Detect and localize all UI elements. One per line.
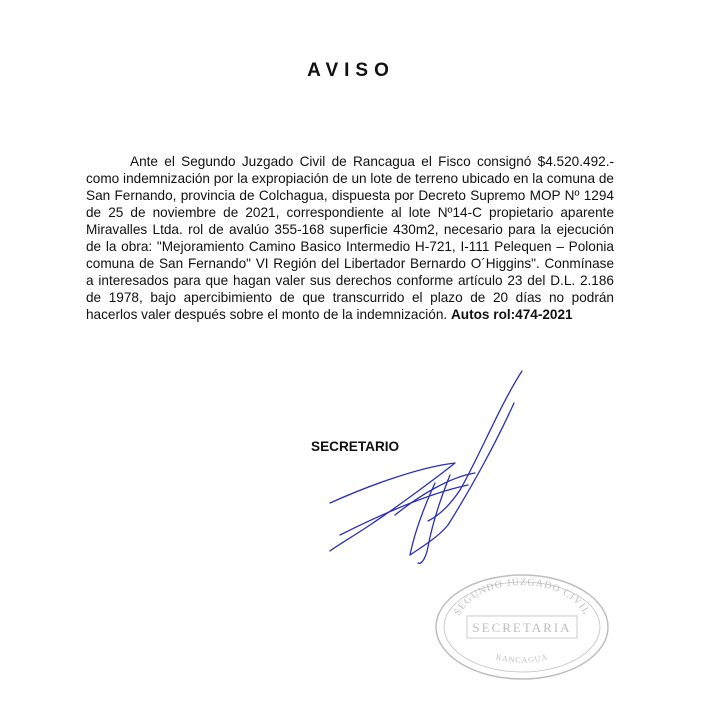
- signer-title: SECRETARIO: [311, 439, 400, 454]
- notice-main-text: Ante el Segundo Juzgado Civil de Rancagua el Fisco consignó $4.520.492.- como indemnización por la expropiación de un lote de terreno ubicado en la comuna de San Fernando, provincia de Colchagua, dispuesta por Decreto Supremo MOP Nº 1294 de 25 de noviembre de 2021, correspondiente al lote Nº14-C propietario aparente Miravalles Ltda. rol de avalúo 355-168 superficie 430m2, necesario para la ejecución de la obra: "Mejoramiento Camino Basico Intermedio H-721, I-111 Pelequen – Polonia comuna de San Fernando" VI Región del Libertador Bernardo O´Higgins". Conmínase a interesados para que hagan valer sus derechos conforme artículo 23 del D.L. 2.186 de 1978, bajo apercibimiento de que transcurrido el plazo de 20 días no podrán hacerlos valer después sobre el monto de la indemnización.: [86, 154, 614, 322]
- court-stamp: [432, 572, 612, 682]
- notice-body: [86, 153, 614, 323]
- signature-image: [300, 365, 540, 570]
- case-number: Autos rol:474-2021: [450, 307, 573, 322]
- document-title: AVISO: [307, 60, 395, 81]
- stamp-bottom-text: RANCAGUA: [494, 652, 550, 665]
- stamp-center-text: SECRETARIA: [472, 620, 572, 635]
- stamp-top-text: SEGUNDO JUZGADO CIVIL: [452, 576, 592, 618]
